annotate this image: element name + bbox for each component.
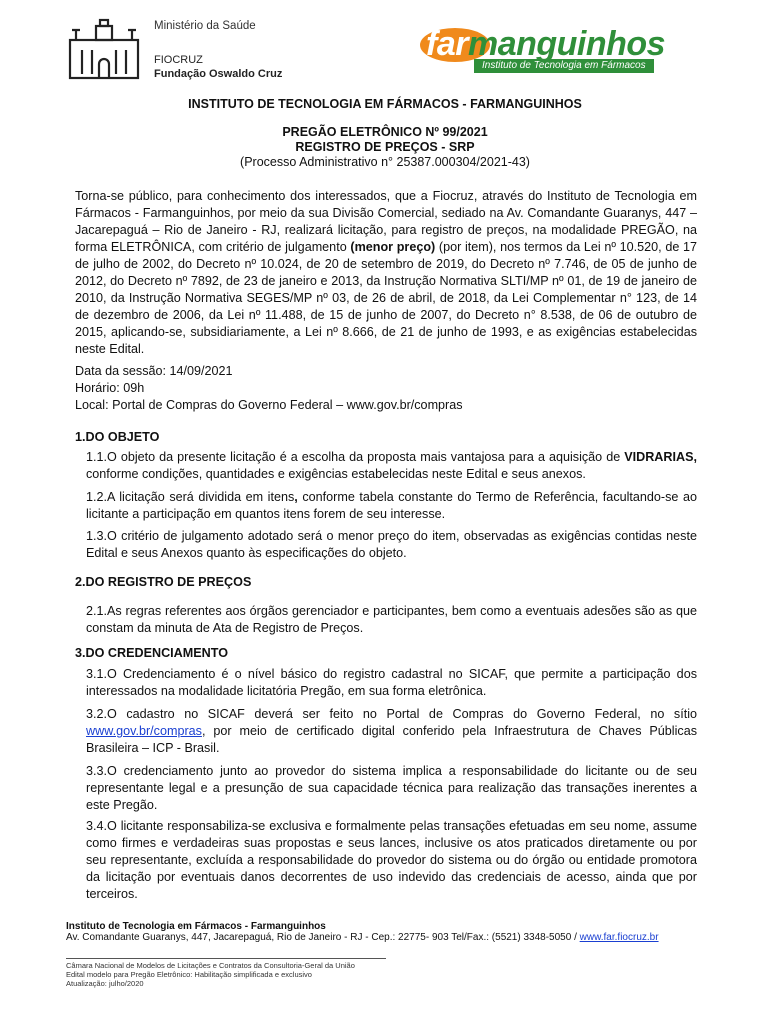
item-2-1: 2.1.As regras referentes aos órgãos gerenciador e participantes, bem como a eventuais adesões são as que constam da minuta de Ata de Registro de Preços. <box>86 604 697 635</box>
item-3-3: 3.3.O credenciamento junto ao provedor do sistema implica a responsabilidade do licitante ou de seu representante legal e a presunção de sua capacidade técnica para realização das transações inerentes a este Pregão. <box>86 764 697 812</box>
item-1-2: 1.2.A licitação será dividida em itens, conforme tabela constante do Termo de Referência, facultando-se ao licitante a participação em quantos itens forem de seu interesse. <box>86 490 697 521</box>
footer-institute: Instituto de Tecnologia em Fármacos - Farmanguinhos <box>66 921 326 932</box>
fundacao-name: Fundação Oswaldo Cruz <box>154 68 283 80</box>
item-3-1: 3.1.O Credenciamento é o nível básico do registro cadastral no SICAF, que permite a participação dos interessados na modalidade licitatória Pregão, em sua forma eletrônica. <box>86 667 697 698</box>
intro-paragraph: Torna-se público, para conhecimento dos interessados, que a Fiocruz, através do Instituto de Tecnologia em Fármacos - Farmanguinhos, por meio da sua Divisão Comercial, sediado na Av. Comandante Guaranys, 447 – Jacarepaguá – Rio de Janeiro - RJ, realizará licitação, para registro de preços, na modalidade PREGÃO, na forma ELETRÔNICA, com critério de julgamento (menor preço) (por item), nos termos da Lei nº 10.520, de 17 de julho de 2002, do Decreto nº 10.024, de 20 de setembro de 2019, do Decreto nº 7.746, de 05 de junho de 2012, do Decreto nº 7892, de 23 de janeiro e 2013, da Instrução Normativa SLTI/MP nº 01, de 19 de janeiro de 2010, da Instrução Normativa SEGES/MP nº 03, de 26 de abril, de 2018, da Lei Complementar n° 123, de 14 de dezembro de 2006, da Lei nº 11.488, de 15 de junho de 2007, do Decreto n° 8.538, de 06 de outubro de 2015, aplicando-se, subsidiariamente, a Lei nº 8.666, de 21 de junho de 1993, e as exigências estabelecidas neste Edital. <box>75 189 698 356</box>
footer-note-1: Câmara Nacional de Modelos de Licitações e Contratos da Consultoria-Geral da União <box>66 961 355 970</box>
pregao-title: PREGÃO ELETRÔNICO Nº 99/2021 <box>282 125 488 139</box>
item-1-1: 1.1.O objeto da presente licitação é a escolha da proposta mais vantajosa para a aquisição de VIDRARIAS, conforme condições, quantidades e exigências estabelecidas neste Edital e seus anexos. <box>86 450 697 481</box>
item-3-4: 3.4.O licitante responsabiliza-se exclusiva e formalmente pelas transações efetuadas em seu nome, assume como firmes e verdadeiras suas propostas e seus lances, inclusive os atos praticados diretamente ou por seu representante, excluída a responsabilidade do provedor do sistema ou do órgão ou entidade promotora da licitação por eventuais danos decorrentes de uso indevido das credenciais de acesso, ainda que por terceiros. <box>86 819 697 901</box>
footer-note-2: Edital modelo para Pregão Eletrônico: Habilitação simplificada e exclusivo <box>66 970 312 979</box>
institute-title: INSTITUTO DE TECNOLOGIA EM FÁRMACOS - FARMANGUINHOS <box>188 97 582 111</box>
fiocruz-castle-icon <box>66 18 142 80</box>
session-time: Horário: 09h <box>75 381 145 395</box>
section-1-title: 1.DO OBJETO <box>75 430 160 444</box>
footer-address: Av. Comandante Guaranys, 447, Jacarepaguá, Rio de Janeiro - RJ - Cep.: 22775- 903 Tel/Fax.: (5521) 3348-5050 / www.far.fiocruz.br <box>66 932 659 943</box>
registro-title: REGISTRO DE PREÇOS - SRP <box>295 140 475 154</box>
gov-compras-link[interactable]: www.gov.br/compras <box>86 724 202 738</box>
session-date: Data da sessão: 14/09/2021 <box>75 364 233 378</box>
item-3-2: 3.2.O cadastro no SICAF deverá ser feito no Portal de Compras do Governo Federal, no sítio www.gov.br/compras, por meio de certificado digital conferido pela Infraestrutura de Chaves Públicas Brasileira – ICP - Brasil. <box>86 707 697 755</box>
farmanguinhos-logo <box>420 24 688 78</box>
footer-divider <box>66 958 386 959</box>
ministry-name: Ministério da Saúde <box>154 20 256 32</box>
section-3-title: 3.DO CREDENCIAMENTO <box>75 646 229 660</box>
processo-title: (Processo Administrativo n° 25387.000304/2021-43) <box>240 155 530 169</box>
session-info <box>75 363 697 414</box>
ministry-header <box>66 16 326 82</box>
logo-wordmark: farmanguinhos <box>426 25 666 63</box>
footer-note-3: Atualização: julho/2020 <box>66 979 144 988</box>
session-local: Local: Portal de Compras do Governo Federal – www.gov.br/compras <box>75 398 463 412</box>
item-1-3: 1.3.O critério de julgamento adotado será o menor preço do item, observadas as exigências contidas neste Edital e seus Anexos quanto às especificações do objeto. <box>86 529 697 560</box>
far-fiocruz-link[interactable]: www.far.fiocruz.br <box>579 932 659 943</box>
section-2-title: 2.DO REGISTRO DE PREÇOS <box>75 575 252 589</box>
fiocruz-name: FIOCRUZ <box>154 54 203 66</box>
logo-subtitle: Instituto de Tecnologia em Fármacos <box>474 59 654 73</box>
